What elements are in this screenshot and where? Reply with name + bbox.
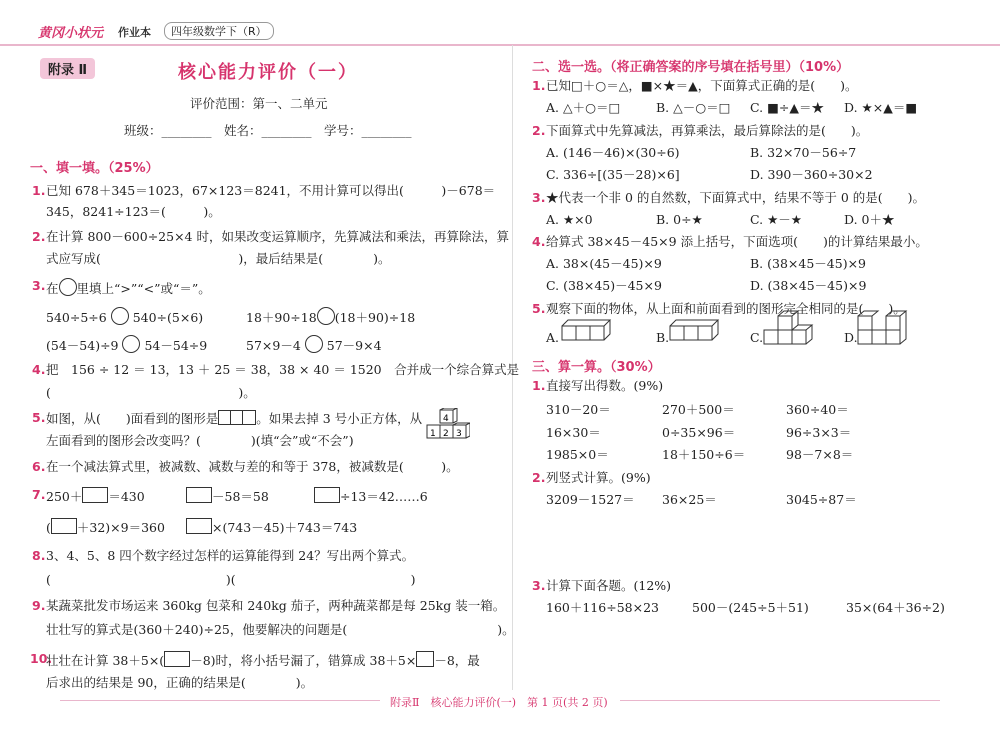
s2-text: 列竖式计算。(9%) (546, 470, 651, 485)
c5-text: 观察下面的物体，从上面和前面看到的图形完全相同的是( )。 (546, 301, 906, 316)
s1-item: 1985×0＝ (546, 447, 609, 462)
compare-circle[interactable] (317, 307, 335, 325)
q3-row2-a (46, 335, 207, 354)
cube-figure-c-icon (762, 310, 818, 348)
footer-rule-right (620, 700, 940, 701)
c3-text: ★代表一个非 0 的自然数，下面算式中，结果不等于 0 的是( )。 (546, 190, 926, 205)
c3-option[interactable]: C. ★－★ (750, 212, 802, 227)
q7-item-4 (46, 518, 165, 536)
compare-circle[interactable] (122, 335, 140, 353)
c1-number: 1. (532, 78, 546, 93)
header-grade: 四年级数学下（R） (164, 22, 274, 40)
c4-option[interactable]: D. (38×45－45)×9 (750, 278, 867, 293)
c1-option[interactable]: D. ★×▲＝■ (844, 100, 918, 115)
q7-expr: 250＋ (46, 489, 83, 504)
q3-row1-b (246, 307, 415, 326)
q7-expr: ÷13＝42……6 (340, 489, 428, 504)
answer-box[interactable] (82, 487, 108, 503)
q7-number: 7. (32, 487, 46, 502)
c3-option[interactable]: B. 0÷★ (656, 212, 703, 227)
q3-expr: (18＋90)÷18 (334, 310, 416, 325)
answer-box[interactable] (314, 487, 340, 503)
c4-option[interactable]: C. (38×45)－45×9 (546, 278, 662, 293)
c2-option[interactable]: A. (146－46)×(30÷6) (546, 145, 680, 160)
c1-option[interactable]: C. ■÷▲＝★ (750, 100, 824, 115)
s1-number: 1. (532, 378, 546, 393)
q3-expr: 18＋90÷18 (246, 310, 317, 325)
s1-item: 98－7×8＝ (786, 447, 854, 462)
q5-text-2: 左面看到的图形会改变吗？( )(填“会”或“不会”) (46, 433, 354, 448)
q2-number: 2. (32, 229, 46, 244)
brand-logo: 黄冈小状元 (38, 26, 104, 41)
s2-item: 3045÷87＝ (786, 492, 857, 507)
page-title: 核心能力评价（一） (178, 62, 358, 83)
compare-circle[interactable] (111, 307, 129, 325)
s1-item: 96÷3×3＝ (786, 425, 852, 440)
q3-text-b: 里填上“>”“<”或“＝”。 (76, 281, 211, 296)
q9-text-2: 壮壮写的算式是(360＋240)÷25，他要解决的问题是( )。 (46, 622, 515, 637)
answer-box[interactable] (186, 487, 212, 503)
header-rule (0, 44, 1000, 46)
cube-figure-a-icon (560, 316, 616, 346)
q8-text: 3、4、5、8 四个数字经过怎样的运算能得到 24？写出两个算式。 (46, 548, 415, 563)
q7-expr: ( (46, 520, 51, 535)
c4-option[interactable]: A. 38×(45－45)×9 (546, 256, 662, 271)
q6-text: 在一个减法算式里，被减数、减数与差的和等于 378，被减数是( )。 (46, 459, 459, 474)
q1-number: 1. (32, 183, 46, 198)
footer-rule-left (60, 700, 380, 701)
q3-number: 3. (32, 278, 46, 293)
cube-label: 2 (443, 429, 449, 439)
c5-option-label[interactable]: B. (656, 330, 670, 345)
answer-box[interactable] (186, 518, 212, 534)
q1-text: 已知 678＋345＝1023，67×123＝8241，不用计算可以得出( )－678＝ (46, 183, 496, 198)
q5-text (46, 410, 422, 427)
c1-text: 已知□＋○＝△，■×★＝▲，下面算式正确的是( )。 (546, 78, 858, 93)
q4-text: 把 156 ÷ 12 ＝ 13，13 ＋ 25 ＝ 38，38 × 40 ＝ 1520 合并成一个综合算式是 (46, 362, 520, 377)
student-fields: 班级：________ 姓名：________ 学号：________ (124, 123, 412, 138)
q2-text: 在计算 800－600÷25×4 时，如果改变运算顺序，先算减法和乘法，再算除法，算 (46, 229, 509, 244)
c2-number: 2. (532, 123, 546, 138)
q7-item-1 (46, 487, 145, 505)
q3-expr: 57×9－4 (246, 338, 301, 353)
cube-figure-b-icon (668, 316, 730, 346)
page-footer: 附录Ⅱ 核心能力评价(一) 第 1 页(共 2 页) (390, 696, 608, 709)
q7-item-5 (186, 518, 357, 536)
q3-row1-a (46, 307, 203, 326)
q8-number: 8. (32, 548, 46, 563)
q4-number: 4. (32, 362, 46, 377)
cube-figure-d-icon (856, 310, 918, 348)
cube-label: 4 (443, 414, 449, 424)
c3-option[interactable]: D. 0＋★ (844, 212, 895, 227)
q9-text: 某蔬菜批发市场运来 360kg 包菜和 240kg 茄子，两种蔬菜都是每 25kg 装一箱。 (46, 598, 506, 613)
s2-number: 2. (532, 470, 546, 485)
q3-row2-b (246, 335, 382, 354)
c4-number: 4. (532, 234, 546, 249)
s2-item: 3209－1527＝ (546, 492, 635, 507)
s1-item: 360÷40＝ (786, 402, 849, 417)
section-choose: 二、选一选。（将正确答案的序号填在括号里）（10%） (532, 60, 850, 75)
s3-item: 160＋116÷58×23 (546, 600, 659, 615)
q2-text-2: 式应写成( )，最后结果是( )。 (46, 251, 391, 266)
q3-expr: 540÷5÷6 (46, 310, 107, 325)
q5-text-b: 。如果去掉 3 号小正方体，从 (256, 411, 423, 426)
q3-expr: 57－9×4 (326, 338, 382, 353)
q3-expr: 540÷(5×6) (132, 310, 204, 325)
q10-text (46, 651, 480, 669)
header-subtitle: 作业本 (118, 26, 151, 39)
s1-item: 270＋500＝ (662, 402, 735, 417)
s2-item: 36×25＝ (662, 492, 717, 507)
q7-item-3 (314, 487, 428, 505)
q3-text (46, 278, 211, 297)
q10-text-c: －8，最 (434, 653, 480, 668)
cube-label: 3 (456, 429, 462, 439)
c3-number: 3. (532, 190, 546, 205)
c2-option[interactable]: B. 32×70－56÷7 (750, 145, 857, 160)
q1-text-2: 345，8241÷123＝( )。 (46, 204, 221, 219)
q6-number: 6. (32, 459, 46, 474)
s1-item: 0÷35×96＝ (662, 425, 736, 440)
compare-circle[interactable] (59, 278, 77, 296)
section-calculate: 三、算一算。（30%） (532, 360, 661, 375)
q10-text-2: 后求出的结果是 90，正确的结果是( )。 (46, 675, 314, 690)
answer-box[interactable] (51, 518, 77, 534)
c4-text: 给算式 38×45－45×9 添上括号，下面选项( )的计算结果最小。 (546, 234, 928, 249)
section-fill-in: 一、填一填。（25%） (30, 161, 159, 176)
c2-option[interactable]: C. 336÷[(35－28)×6] (546, 167, 680, 182)
c1-option[interactable]: A. △＋○＝□ (546, 100, 621, 115)
eval-scope: 评价范围：第一、二单元 (190, 96, 328, 111)
q9-number: 9. (32, 598, 46, 613)
q10-text-b: －8)时，将小括号漏了，错算成 38＋5× (190, 653, 417, 668)
answer-box[interactable] (164, 651, 190, 667)
q10-number: 10. (30, 651, 53, 666)
q7-item-2 (186, 487, 269, 505)
s1-item: 18＋150÷6＝ (662, 447, 746, 462)
c2-text: 下面算式中先算减法，再算乘法，最后算除法的是( )。 (546, 123, 869, 138)
appendix-badge: 附录 Ⅱ (40, 58, 95, 79)
q5-number: 5. (32, 410, 46, 425)
c5-option-label[interactable]: A. (546, 330, 560, 345)
c5-option-label[interactable]: C. (750, 330, 764, 345)
c1-option[interactable]: B. △－○＝□ (656, 100, 731, 115)
q5-text-a: 如图，从( )面看到的图形是 (46, 411, 219, 426)
q3-expr: (54－54)÷9 (46, 338, 119, 353)
q10-text-a: 壮壮在计算 38＋5×( (46, 653, 165, 668)
q8-answer: ( )( ) (46, 572, 416, 587)
c5-option-label[interactable]: D. (844, 330, 858, 345)
c4-option[interactable]: B. (38×45－45)×9 (750, 256, 867, 271)
c5-number: 5. (532, 301, 546, 316)
q3-expr: 54－54÷9 (144, 338, 208, 353)
answer-box[interactable] (416, 651, 434, 667)
s3-text: 计算下面各题。(12%) (546, 578, 672, 593)
q7-expr: ×(743－45)＋743＝743 (212, 520, 358, 535)
numbered-cubes-figure (424, 408, 470, 440)
three-square-view-icon (218, 410, 256, 425)
s3-item: 35×(64＋36÷2) (846, 600, 945, 615)
s1-text: 直接写出得数。(9%) (546, 378, 664, 393)
q7-expr: ＋32)×9＝360 (76, 520, 165, 535)
s1-item: 310－20＝ (546, 402, 611, 417)
q4-text-2: ( )。 (46, 385, 256, 400)
s3-number: 3. (532, 578, 546, 593)
s3-item: 500－(245÷5＋51) (692, 600, 809, 615)
compare-circle[interactable] (305, 335, 323, 353)
cube-label: 1 (430, 429, 436, 439)
s1-item: 16×30＝ (546, 425, 601, 440)
q3-text-a: 在 (46, 281, 59, 296)
c3-option[interactable]: A. ★×0 (546, 212, 593, 227)
q7-expr: －58＝58 (212, 489, 269, 504)
c2-option[interactable]: D. 390－360÷30×2 (750, 167, 873, 182)
q7-expr: ＝430 (108, 489, 145, 504)
